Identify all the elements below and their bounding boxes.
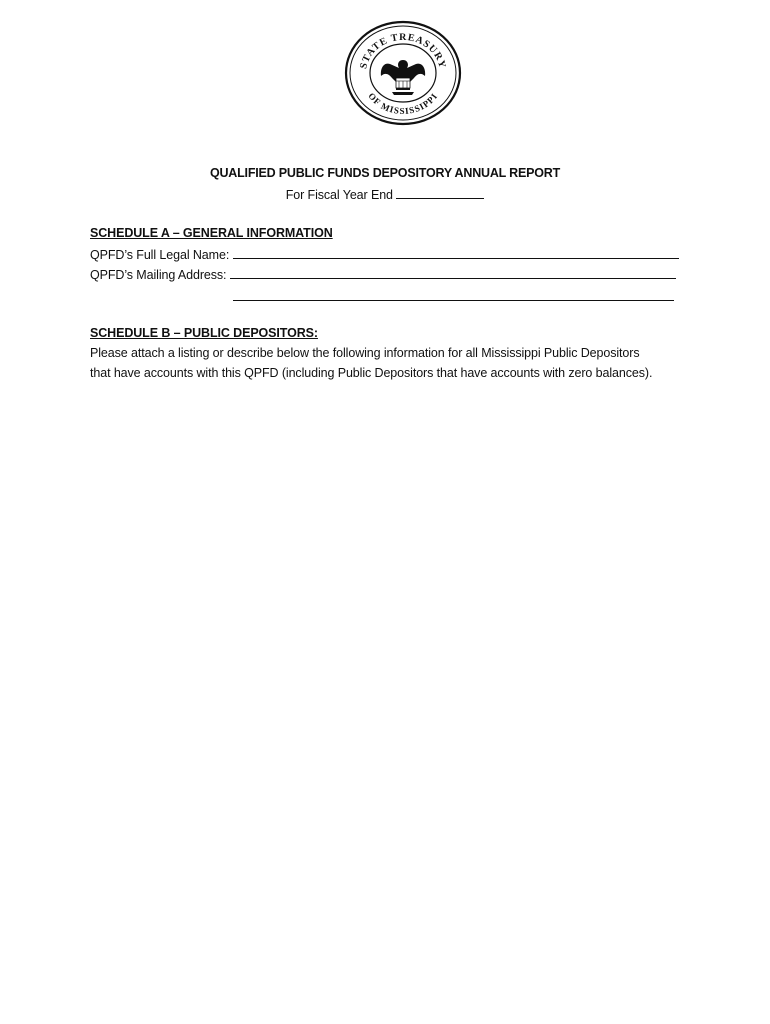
state-treasury-seal xyxy=(344,20,462,126)
fiscal-year-line xyxy=(0,186,770,202)
mailing-address-label: QPFD’s Mailing Address: xyxy=(90,268,227,282)
fiscal-year-label: For Fiscal Year End xyxy=(285,188,393,202)
mailing-address-field-2[interactable] xyxy=(233,288,674,301)
schedule-a-heading: SCHEDULE A – GENERAL INFORMATION xyxy=(90,226,333,240)
schedule-b-heading: SCHEDULE B – PUBLIC DEPOSITORS: xyxy=(90,326,318,340)
mailing-address-row-2 xyxy=(233,288,674,304)
schedule-b-description-line-1: Please attach a listing or describe below the following information for all Mississippi Public Depositors xyxy=(90,346,640,360)
legal-name-field[interactable] xyxy=(233,246,679,259)
schedule-b-description-line-2: that have accounts with this QPFD (including Public Depositors that have accounts with zero balances). xyxy=(90,366,653,380)
mailing-address-row xyxy=(90,266,676,282)
mailing-address-field-1[interactable] xyxy=(230,266,676,279)
legal-name-label: QPFD’s Full Legal Name: xyxy=(90,248,230,262)
svg-text:OF MISSISSIPPI: OF MISSISSIPPI xyxy=(366,90,440,117)
legal-name-row xyxy=(90,246,679,262)
svg-text:STATE TREASURY: STATE TREASURY xyxy=(358,31,448,71)
fiscal-year-field[interactable] xyxy=(396,186,484,199)
report-title: QUALIFIED PUBLIC FUNDS DEPOSITORY ANNUAL REPORT xyxy=(209,166,561,180)
